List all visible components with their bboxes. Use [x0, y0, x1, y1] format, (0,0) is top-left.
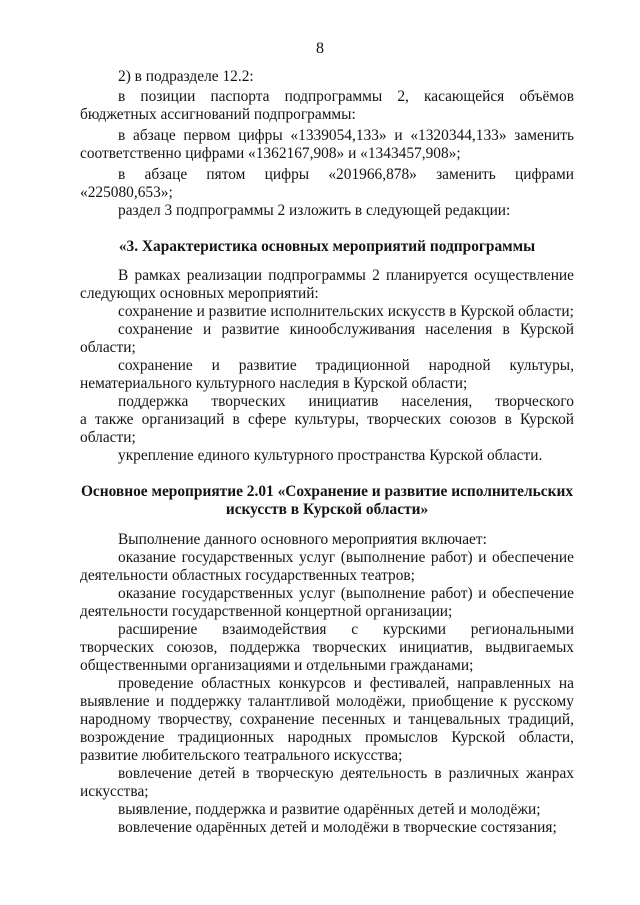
- text-line: выявление, поддержка и развитие одарённых детей и молодёжи;: [118, 801, 541, 818]
- text-line: сохранение и развитие традиционной народной культуры,: [118, 357, 574, 374]
- subsection-heading: Основное мероприятие 2.01 «Сохранение и развитие исполнительских: [80, 483, 574, 500]
- subsection-heading: искусств в Курской области»: [225, 501, 429, 518]
- text-line: сохранение и развитие кинообслуживания населения в Курской: [118, 321, 574, 338]
- text-line: области;: [80, 429, 136, 446]
- text-line: вовлечение одарённых детей и молодёжи в творческие состязания;: [118, 819, 557, 836]
- text-line: оказание государственных услуг (выполнение работ) и обеспечение: [118, 585, 574, 602]
- text-line: поддержка творческих инициатив населения, творческого: [118, 393, 574, 410]
- text-line: деятельности областных государственных театров;: [80, 567, 415, 584]
- text-line: вовлечение детей в творческую деятельность в различных жанрах: [118, 765, 574, 782]
- text-line: укрепление единого культурного пространства Курской области.: [118, 447, 543, 464]
- text-line: а также организаций в сфере культуры, творческих союзов в Курской: [80, 411, 574, 428]
- text-line: 2) в подразделе 12.2:: [118, 68, 254, 85]
- text-line: Выполнение данного основного мероприятия включает:: [118, 531, 487, 548]
- text-line: расширение взаимодействия с курскими региональными: [118, 621, 574, 638]
- text-line: в позиции паспорта подпрограммы 2, касающейся объёмов: [118, 88, 574, 105]
- text-line: «225080,653»;: [80, 184, 173, 201]
- text-line: бюджетных ассигнований подпрограммы:: [80, 106, 356, 123]
- text-line: общественными организациями и отдельными гражданами;: [80, 657, 474, 674]
- page-number: 8: [316, 40, 324, 57]
- text-line: в абзаце пятом цифры «201966,878» заменить цифрами: [118, 166, 574, 183]
- text-line: оказание государственных услуг (выполнение работ) и обеспечение: [118, 549, 574, 566]
- text-line: нематериального культурного наследия в Курской области;: [80, 375, 468, 392]
- text-line: в абзаце первом цифры «1339054,133» и «1320344,133» заменить: [118, 127, 574, 144]
- text-line: сохранение и развитие исполнительских искусств в Курской области;: [118, 303, 574, 320]
- text-line: следующих основных мероприятий:: [80, 285, 319, 302]
- text-line: области;: [80, 339, 136, 356]
- text-line: возрождение традиционных народных промыслов Курской области,: [80, 729, 574, 746]
- text-line: проведение областных конкурсов и фестивалей, направленных на: [118, 675, 574, 692]
- text-line: выявление и поддержку талантливой молодёжи, приобщение к русскому: [80, 693, 574, 710]
- text-line: В рамках реализации подпрограммы 2 планируется осуществление: [118, 267, 574, 284]
- text-line: соответственно цифрами «1362167,908» и «1343457,908»;: [80, 145, 461, 162]
- text-line: народному творчеству, сохранение песенных и танцевальных традиций,: [80, 711, 574, 728]
- text-line: творческих союзов, поддержка творческих инициатив, выдвигаемых: [80, 639, 574, 656]
- text-line: развитие любительского театрального искусства;: [80, 747, 403, 764]
- text-line: раздел 3 подпрограммы 2 изложить в следующей редакции:: [118, 202, 511, 219]
- section-heading: «3. Характеристика основных мероприятий подпрограммы: [118, 238, 536, 255]
- text-line: искусства;: [80, 783, 149, 800]
- text-line: деятельности государственной концертной организации;: [80, 603, 453, 620]
